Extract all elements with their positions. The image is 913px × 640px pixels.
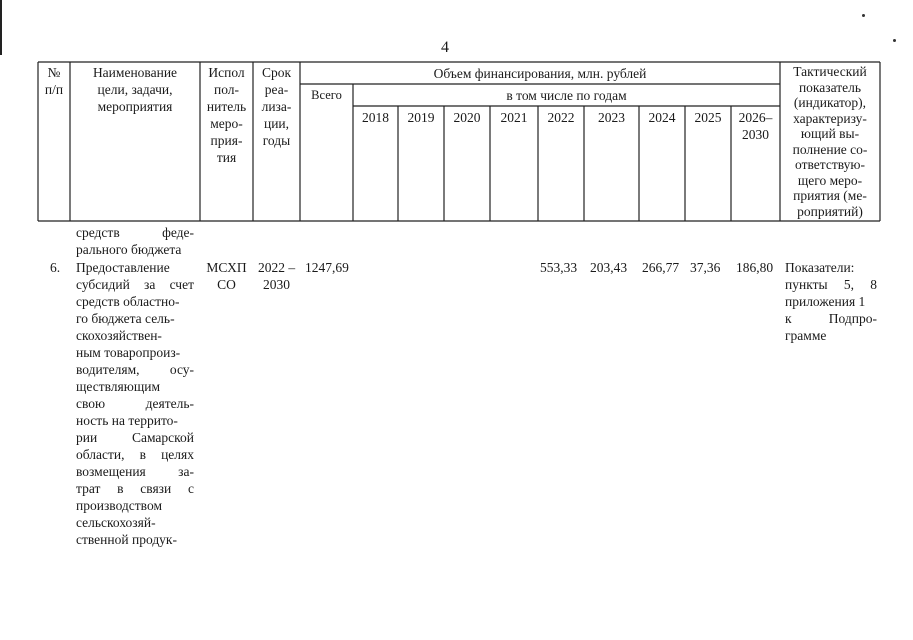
row6-executor: МСХП СО (206, 260, 247, 292)
carry-over-text: средств феде- рального бюджета (76, 225, 194, 257)
header-year-2018: 2018 (362, 110, 389, 125)
header-num: № п/п (44, 65, 64, 97)
row6-name: Предоставление субсидий за счет средств областно- го бюджета сель- скохозяйствен- ным товаропроиз- водителям, осу- ществляющим свою деятель- ность на террито- рии Самарской области, в целях возмещения за- трат в связи с производством сельскохозяй- ственной продук- (76, 260, 194, 547)
header-year-2020: 2020 (453, 110, 481, 125)
header-funding-title: Объем финансирования, млн. рублей (433, 66, 647, 81)
header-by-years: в том числе по годам (506, 88, 627, 103)
header-executor: Испол пол- нитель меро- прия- тия (206, 65, 247, 165)
header-year-2023: 2023 (598, 110, 625, 125)
header-year-2021: 2021 (500, 110, 528, 125)
header-term: Срок реа- лиза- ции, годы (261, 65, 292, 148)
header-total: Всего (311, 88, 342, 102)
row6-indicator: Показатели: пункты 5, 8 приложения 1 к Подпро- грамме (785, 260, 877, 343)
header-year-2026-2030: 2026– 2030 (738, 110, 773, 142)
row6-total: 1247,69 (305, 260, 349, 275)
row6-term: 2022 – 2030 (257, 260, 296, 292)
header-year-2024: 2024 (648, 110, 676, 125)
page-number: 4 (441, 39, 449, 56)
row6-num: 6. (50, 260, 61, 275)
header-indicator: Тактический показатель (индикатор), характеризу- ющий вы- полнение со- ответствую- щего меро- приятия (ме- роприятий) (792, 64, 868, 219)
row6-2023: 203,43 (590, 260, 628, 275)
header-year-2022: 2022 (547, 110, 575, 125)
header-year-2025: 2025 (694, 110, 722, 125)
header-year-2019: 2019 (407, 110, 435, 125)
row6-2022: 553,33 (540, 260, 578, 275)
header-name: Наименование цели, задачи, мероприятия (92, 65, 178, 114)
row6-2025: 37,36 (690, 260, 721, 275)
row6-2024: 266,77 (642, 260, 680, 275)
row6-2026-2030: 186,80 (736, 260, 774, 275)
